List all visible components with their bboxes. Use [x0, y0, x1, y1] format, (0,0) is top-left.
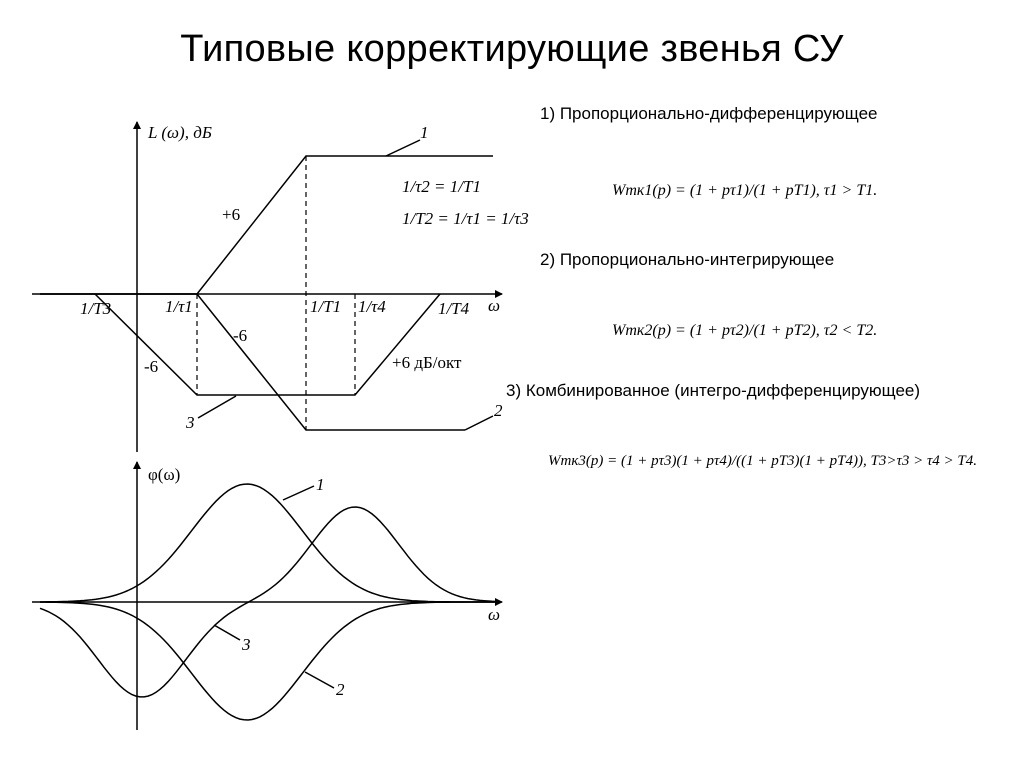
lower-y-label: φ(ω) — [148, 465, 181, 484]
freq-label: 1/τ4 — [358, 297, 386, 316]
curve-3-label: 3 — [186, 413, 195, 432]
freq-label: 1/T4 — [438, 299, 470, 318]
heading-pd: 1) Пропорционально-дифференцирующее — [540, 104, 878, 123]
leader-3 — [198, 396, 236, 418]
curve-1-label: 1 — [420, 123, 429, 142]
formula-w2: Wтк2(p) = (1 + pτ2)/(1 + pT2), τ2 < T2. — [612, 322, 878, 339]
relation-label: 1/T2 = 1/τ1 = 1/τ3 — [402, 209, 529, 228]
slope-label: -6 — [144, 357, 159, 376]
amplitude-plot — [32, 122, 502, 452]
slope-label: +6 дБ/окт — [392, 353, 462, 372]
upper-labels — [80, 123, 529, 432]
leader-3 — [214, 625, 240, 640]
curve-2-phase — [40, 602, 500, 720]
heading-combined: 3) Комбинированное (интегро-дифференцирующее) — [506, 381, 921, 400]
upper-x-label: ω — [488, 296, 501, 315]
phase-plot — [32, 462, 502, 730]
freq-label: 1/T3 — [80, 299, 112, 318]
leader-2 — [305, 672, 334, 688]
leader-2 — [465, 416, 493, 430]
phase-curve-1-label: 1 — [316, 475, 325, 494]
curve-2-label: 2 — [494, 401, 503, 420]
heading-pi: 2) Пропорционально-интегрирующее — [540, 250, 835, 269]
leader-1 — [386, 140, 420, 156]
relation-label: 1/τ2 = 1/T1 — [402, 177, 481, 196]
phase-curve-3-label: 3 — [242, 635, 251, 654]
formula-w3: Wтк3(p) = (1 + pτ3)(1 + pτ4)/((1 + pT3)(1 + pT4)), T3>τ3 > τ4 > T4. — [548, 453, 978, 469]
formula-w1: Wтк1(p) = (1 + pτ1)/(1 + pT1), τ1 > T1. — [612, 182, 878, 199]
phase-curve-2-label: 2 — [336, 680, 345, 699]
lower-x-label: ω — [488, 605, 501, 624]
freq-label: 1/T1 — [310, 297, 342, 316]
slope-label: +6 — [222, 205, 241, 224]
upper-y-label: L (ω), дБ — [148, 123, 212, 142]
freq-label: 1/τ1 — [165, 297, 193, 316]
curve-3-amplitude — [95, 294, 440, 395]
curve-1-phase — [40, 484, 500, 602]
lower-labels — [148, 465, 500, 699]
leader-1 — [283, 486, 314, 500]
page-title: Типовые корректирующие звенья СУ — [180, 28, 844, 70]
slope-label: -6 — [233, 326, 248, 345]
